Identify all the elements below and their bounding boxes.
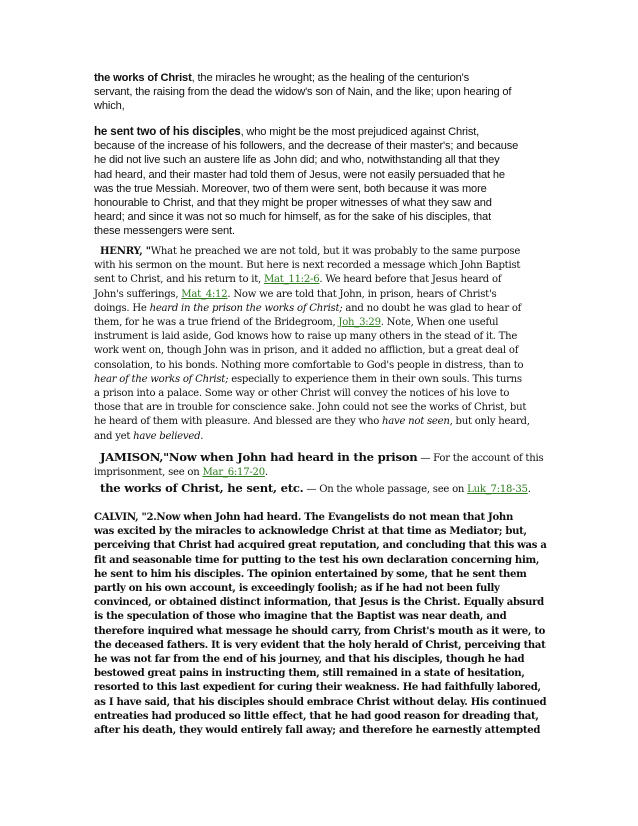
gill-paragraph-disciples	[94, 125, 546, 239]
text-line: — For the account of this	[417, 453, 544, 464]
italic-phrase: heard in the prison the works of Christ;	[149, 302, 343, 314]
italic-phrase: have believed.	[133, 430, 204, 442]
gill-lead-works: the works of Christ	[94, 72, 192, 84]
text-line: these messengers were sent.	[94, 225, 235, 238]
text-line: — On the whole passage, see on	[303, 484, 468, 495]
italic-phrase: hear of the works of Christ;	[94, 373, 229, 385]
text-line: .	[527, 484, 531, 495]
jamison-paragraph	[94, 450, 546, 480]
text-line: . Now we are told that John, in prison, hears of Christ's	[227, 288, 497, 300]
text-line: because of the increase of his followers, and the decrease of their master's; and because	[94, 140, 519, 153]
gill-paragraph-works	[94, 71, 546, 114]
calvin-text-line: perceiving that Christ had acquired great reputation, and concluding that this was a	[94, 540, 547, 552]
gill-lead-disciples: he sent two of his disciples	[94, 125, 241, 138]
jamison-second-entry	[94, 481, 546, 497]
text-line: .	[264, 467, 268, 479]
text-line: but only heard,	[452, 416, 530, 428]
calvin-text-line: the deceased fathers. It is very evident that the holy herald of Christ, perceiving that	[94, 639, 546, 651]
text-line: those that are in trouble for conscience sake. John could not see the works of Christ, but	[94, 402, 527, 414]
calvin-text-line: therefore inquired what message he should carry, from Christ's mouth as it were, to	[94, 625, 546, 637]
text-line: consolation, to his bonds. Nothing more comfortable to God's people in distress, than to	[94, 359, 524, 371]
henry-label: HENRY, "	[100, 246, 151, 257]
scripture-link-joh-3[interactable]: Joh_3:29	[338, 317, 381, 329]
jamison-label: JAMISON,"	[100, 450, 169, 464]
henry-paragraph	[94, 245, 546, 444]
text-line: , who might be the most prejudiced against Christ,	[240, 126, 480, 138]
calvin-text-line: entreaties had produced so little effect, that he had good reason for dreading that,	[94, 710, 539, 722]
calvin-text-line: he was not far from the end of his journey, and that his disciples, though he had	[94, 654, 525, 666]
italic-phrase: have not seen,	[381, 416, 453, 428]
text-line: What he preached we are not told, but it was probably to the same purpose	[150, 246, 521, 257]
calvin-text-line: is the speculation of those who imagine that the Baptist was near death, and	[94, 611, 507, 623]
calvin-paragraph	[94, 511, 546, 738]
text-line: instrument is laid aside, God knows how to raise up many others in the stead of it. The	[94, 331, 518, 343]
text-line: work went on, though John was in prison, and it added no affliction, but a great deal of	[94, 345, 519, 357]
text-line: honourable to Christ, and that they might be proper witnesses of what they saw and	[94, 197, 492, 210]
calvin-text-line: convinced, or obtained distinct information, that Jesus is the Christ. Equally absurd	[94, 597, 544, 609]
text-line: John's sufferings,	[94, 288, 182, 300]
text-line: with his sermon on the mount. But here is next recorded a message which John Baptist	[94, 260, 521, 272]
calvin-text-line: fit and seasonable time for putting to the test his own declaration concerning him,	[94, 554, 540, 566]
text-line: which,	[94, 100, 125, 113]
text-line: . Note, When one useful	[380, 317, 499, 329]
scripture-link-mat-4[interactable]: Mat_4:12	[181, 288, 228, 300]
text-line: especially to experience them in their own souls. This turns	[228, 373, 522, 385]
text-line: and no doubt he was glad to hear of	[342, 302, 522, 314]
scripture-link-luk-7[interactable]: Luk_7:18-35	[467, 484, 528, 495]
calvin-text-line: resorted to this last expedient for curing their weakness. He had faithfully labored,	[94, 682, 541, 694]
calvin-text-line: was excited by the miracles to acknowledge Christ at that time as Mediator; but,	[94, 526, 527, 538]
calvin-text-line: he sent to him his disciples. The opinion entertained by some, that he sent them	[94, 568, 527, 580]
jamison-lead: the works of Christ, he sent, etc.	[100, 481, 304, 495]
scripture-link-mat-11[interactable]: Mat_11:2-6	[263, 274, 320, 286]
text-line: them, for he was a true friend of the Bridegroom,	[94, 317, 339, 329]
calvin-text-line: partly on his own account, is exceedingly foolish; as if he had not been fully	[94, 583, 500, 595]
text-line: sent to Christ, and his return to it,	[94, 274, 264, 286]
calvin-text-line: as I have said, that his disciples should embrace Christ without delay. His continued	[94, 696, 547, 708]
jamison-lead: Now when John had heard in the prison	[168, 450, 418, 464]
text-line: he did not live such an austere life as John did; and who, notwithstanding all that they	[94, 154, 500, 167]
calvin-text-line: after his death, they would entirely fall away; and therefore he earnestly attempted	[94, 725, 541, 737]
text-line: servant, the raising from the dead the widow's son of Nain, and the like; upon hearing of	[94, 86, 512, 99]
text-line: and yet	[94, 430, 134, 442]
text-line: , the miracles he wrought; as the healing of the centurion's	[191, 72, 470, 84]
text-line: had heard, and their master had told them of Jesus, were not easily persuaded that he	[94, 168, 505, 181]
text-line: imprisonment, see on	[94, 467, 203, 479]
text-line: he heard of them with pleasure. And blessed are they who	[94, 416, 382, 428]
text-line: doings. He	[94, 302, 150, 314]
calvin-text-line: bestowed great pains in instructing them, still remained in a state of hesitation,	[94, 668, 525, 680]
scripture-link-mar-6[interactable]: Mar_6:17-20	[202, 467, 265, 479]
text-line: . We heard before that Jesus heard of	[319, 274, 502, 286]
text-line: heard; and since it was not so much for himself, as for the sake of his disciples, that	[94, 211, 492, 224]
text-line: a prison into a palace. Some way or other Christ will convey the notices of his love to	[94, 388, 510, 400]
calvin-text-line: CALVIN, "2.Now when John had heard. The Evangelists do not mean that John	[94, 512, 514, 523]
text-line: was the true Messiah. Moreover, two of them were sent, both because it was more	[94, 182, 487, 195]
